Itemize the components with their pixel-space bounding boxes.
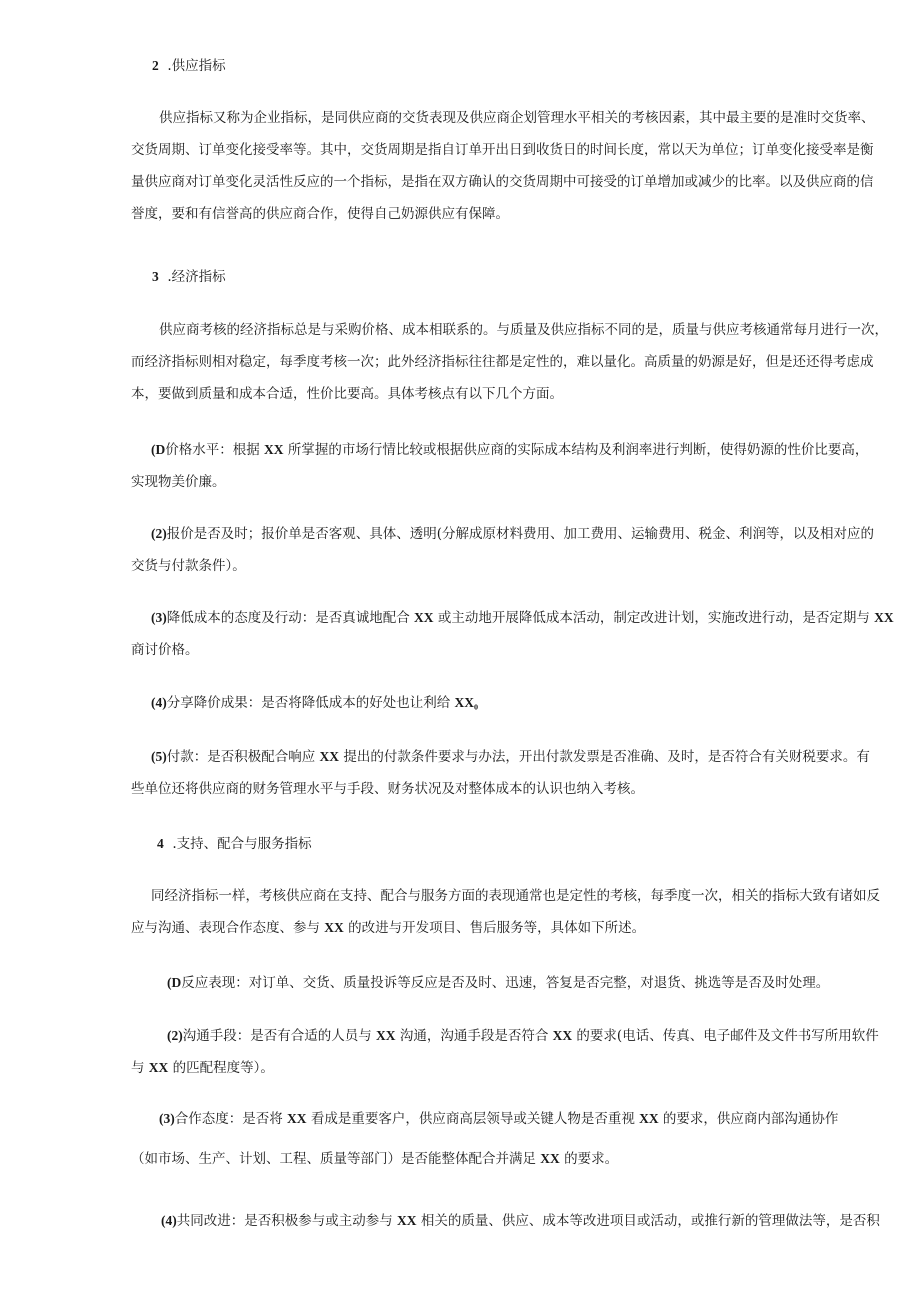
item-line [131,1020,879,1052]
text-run: 实现物美价廉。 [131,474,226,490]
text-run: 或主动地开展降低成本活动，制定改进计划，实施改进行动，是否定期与 [433,610,875,626]
placeholder-xx: XX [540,1151,560,1166]
item-marker: (D [151,442,166,457]
item-line [131,1143,838,1175]
paragraph-block [131,880,880,944]
placeholder-xx: XX [552,1028,573,1043]
list-item [131,1103,838,1175]
item-marker: (2) [151,526,167,541]
text-run: 的要求(电话、传真、电子邮件及文件书写所用软件 [572,1028,879,1044]
item-line [131,741,870,773]
list-item [131,1205,880,1237]
item-marker: (D [167,975,182,990]
item-line [131,912,880,944]
text-run: 共同改进：是否积极参与或主动参与 [176,1213,398,1229]
text-run: 的要求。 [559,1151,619,1167]
item-line [131,773,870,805]
item-line [131,466,868,498]
placeholder-xx: XX [324,920,344,935]
list-item [131,687,478,719]
section-title: .支持、配合与服务指标 [172,836,312,852]
list-item [131,967,829,999]
text-run: 相关的质量、供应、成本等改进项目或活动，或推行新的管理做法等，是否积 [416,1213,880,1229]
list-item [131,741,870,805]
placeholder-xx: XX [319,749,340,764]
text-run: 的匹配程度等）。 [168,1060,274,1076]
item-marker: (4) [151,695,167,710]
text-run: 降低成本的态度及行动：是否真诚地配合 [166,610,415,626]
text-run: 与 [131,1060,149,1076]
item-line [131,518,874,550]
placeholder-xx: XX [264,442,284,457]
text-run: 沟通，沟通手段是否符合 [395,1028,553,1044]
item-marker: (5) [151,749,167,764]
item-line [131,550,874,582]
text-run: 看成是重要客户，供应商高层领导或关键人物是否重视 [306,1111,640,1127]
item-marker: (2) [167,1028,183,1043]
paragraph-line: 供应商考核的经济指标总是与采购价格、成本相联系的。与质量及供应指标不同的是，质量与供应考核通常每月进行一次， [159,322,888,338]
list-item [131,434,868,498]
section-title: .供应指标 [167,58,226,74]
placeholder-xx: XX [397,1213,417,1228]
text-run: 同经济指标一样，考核供应商在支持、配合与服务方面的表现通常也是定性的考核，每季度一次，相关的指标大致有诸如反 [151,888,880,904]
text-run: 合作态度：是否将 [174,1111,288,1127]
paragraph [131,314,888,410]
item-marker: (4) [161,1213,177,1228]
section-heading [152,261,226,293]
item-line [131,880,880,912]
section-title: .经济指标 [167,269,226,285]
text-run: 应与沟通、表现合作态度、参与 [131,920,325,936]
item-line [131,1052,879,1084]
section-number: 4 [157,836,164,851]
text-run: 些单位还将供应商的财务管理水平与手段、财务状况及对整体成本的认识也纳入考核。 [131,781,644,797]
placeholder-xx: XX [148,1060,169,1075]
paragraph-line: 誉度，要和有信誉高的供应商合作，使得自己奶源供应有保障。 [131,206,509,222]
text-run: 沟通手段：是否有合适的人员与 [182,1028,377,1044]
paragraph-line: 量供应商对订单变化灵活性反应的一个指标，是指在双方确认的交货周期中可接受的订单增加或减少的比率。以及供应商的信 [131,174,874,190]
text-run: 商讨价格。 [131,642,199,658]
text-run: 的改进与开发项目、售后服务等，具体如下所述。 [343,920,646,936]
text-run: （如市场、生产、计划、工程、质量等部门）是否能整体配合并满足 [131,1151,541,1167]
paragraph-line: 而经济指标则相对稳定，每季度考核一次；此外经济指标往往都是定性的，难以量化。高质量的奶源是好，但是还还得考虑成 [131,354,874,370]
placeholder-xx: XX [639,1111,659,1126]
section-heading [152,50,226,82]
section-number: 2 [152,58,159,73]
text-run: 的要求，供应商内部沟通协作 [658,1111,839,1127]
item-marker: (3) [159,1111,175,1126]
placeholder-xx: XX₀ [454,695,479,710]
item-marker: (3) [151,610,167,625]
paragraph-line: 本，要做到质量和成本合适，性价比要高。具体考核点有以下几个方面。 [131,386,563,402]
text-run: 付款：是否积极配合响应 [166,749,320,765]
item-line [131,1103,838,1135]
placeholder-xx: XX [287,1111,307,1126]
text-run: 交货与付款条件）。 [131,558,246,574]
list-item [131,1020,879,1084]
paragraph-line: 供应指标又称为企业指标，是同供应商的交货表现及供应商企划管理水平相关的考核因素，其中最主要的是准时交货率、 [159,110,875,126]
placeholder-xx: XX [874,610,894,625]
text-run: 分享降价成果：是否将降低成本的好处也让利给 [166,695,455,711]
item-line [131,634,894,666]
section-number: 3 [152,269,159,284]
text-run: 提出的付款条件要求与办法，开出付款发票是否准确、及时，是否符合有关财税要求。有 [339,749,870,765]
text-run: 所掌握的市场行情比较或根据供应商的实际成本结构及利润率进行判断，使得奶源的性价比要高， [283,442,869,458]
placeholder-xx: XX [376,1028,396,1043]
text-run: 反应表现：对订单、交货、质量投诉等反应是否及时、迅速，答复是否完整，对退货、挑选等是否及时处理。 [181,975,830,991]
item-line [131,967,829,999]
text-run: 价格水平：根据 [165,442,265,458]
item-line [131,434,868,466]
section-heading [157,828,312,860]
text-run: 报价是否及时；报价单是否客观、具体、透明(分解成原材料费用、加工费用、运输费用、税金、利润等，以及相对应的 [166,526,875,542]
item-line [131,602,894,634]
item-line [131,1205,880,1237]
list-item [131,518,874,582]
paragraph-line: 交货周期、订单变化接受率等。其中，交货周期是指自订单开出日到收货日的时间长度，常以天为单位；订单变化接受率是衡 [131,142,874,158]
item-line [131,687,478,719]
paragraph [131,102,875,230]
placeholder-xx: XX [414,610,434,625]
list-item [131,602,894,666]
